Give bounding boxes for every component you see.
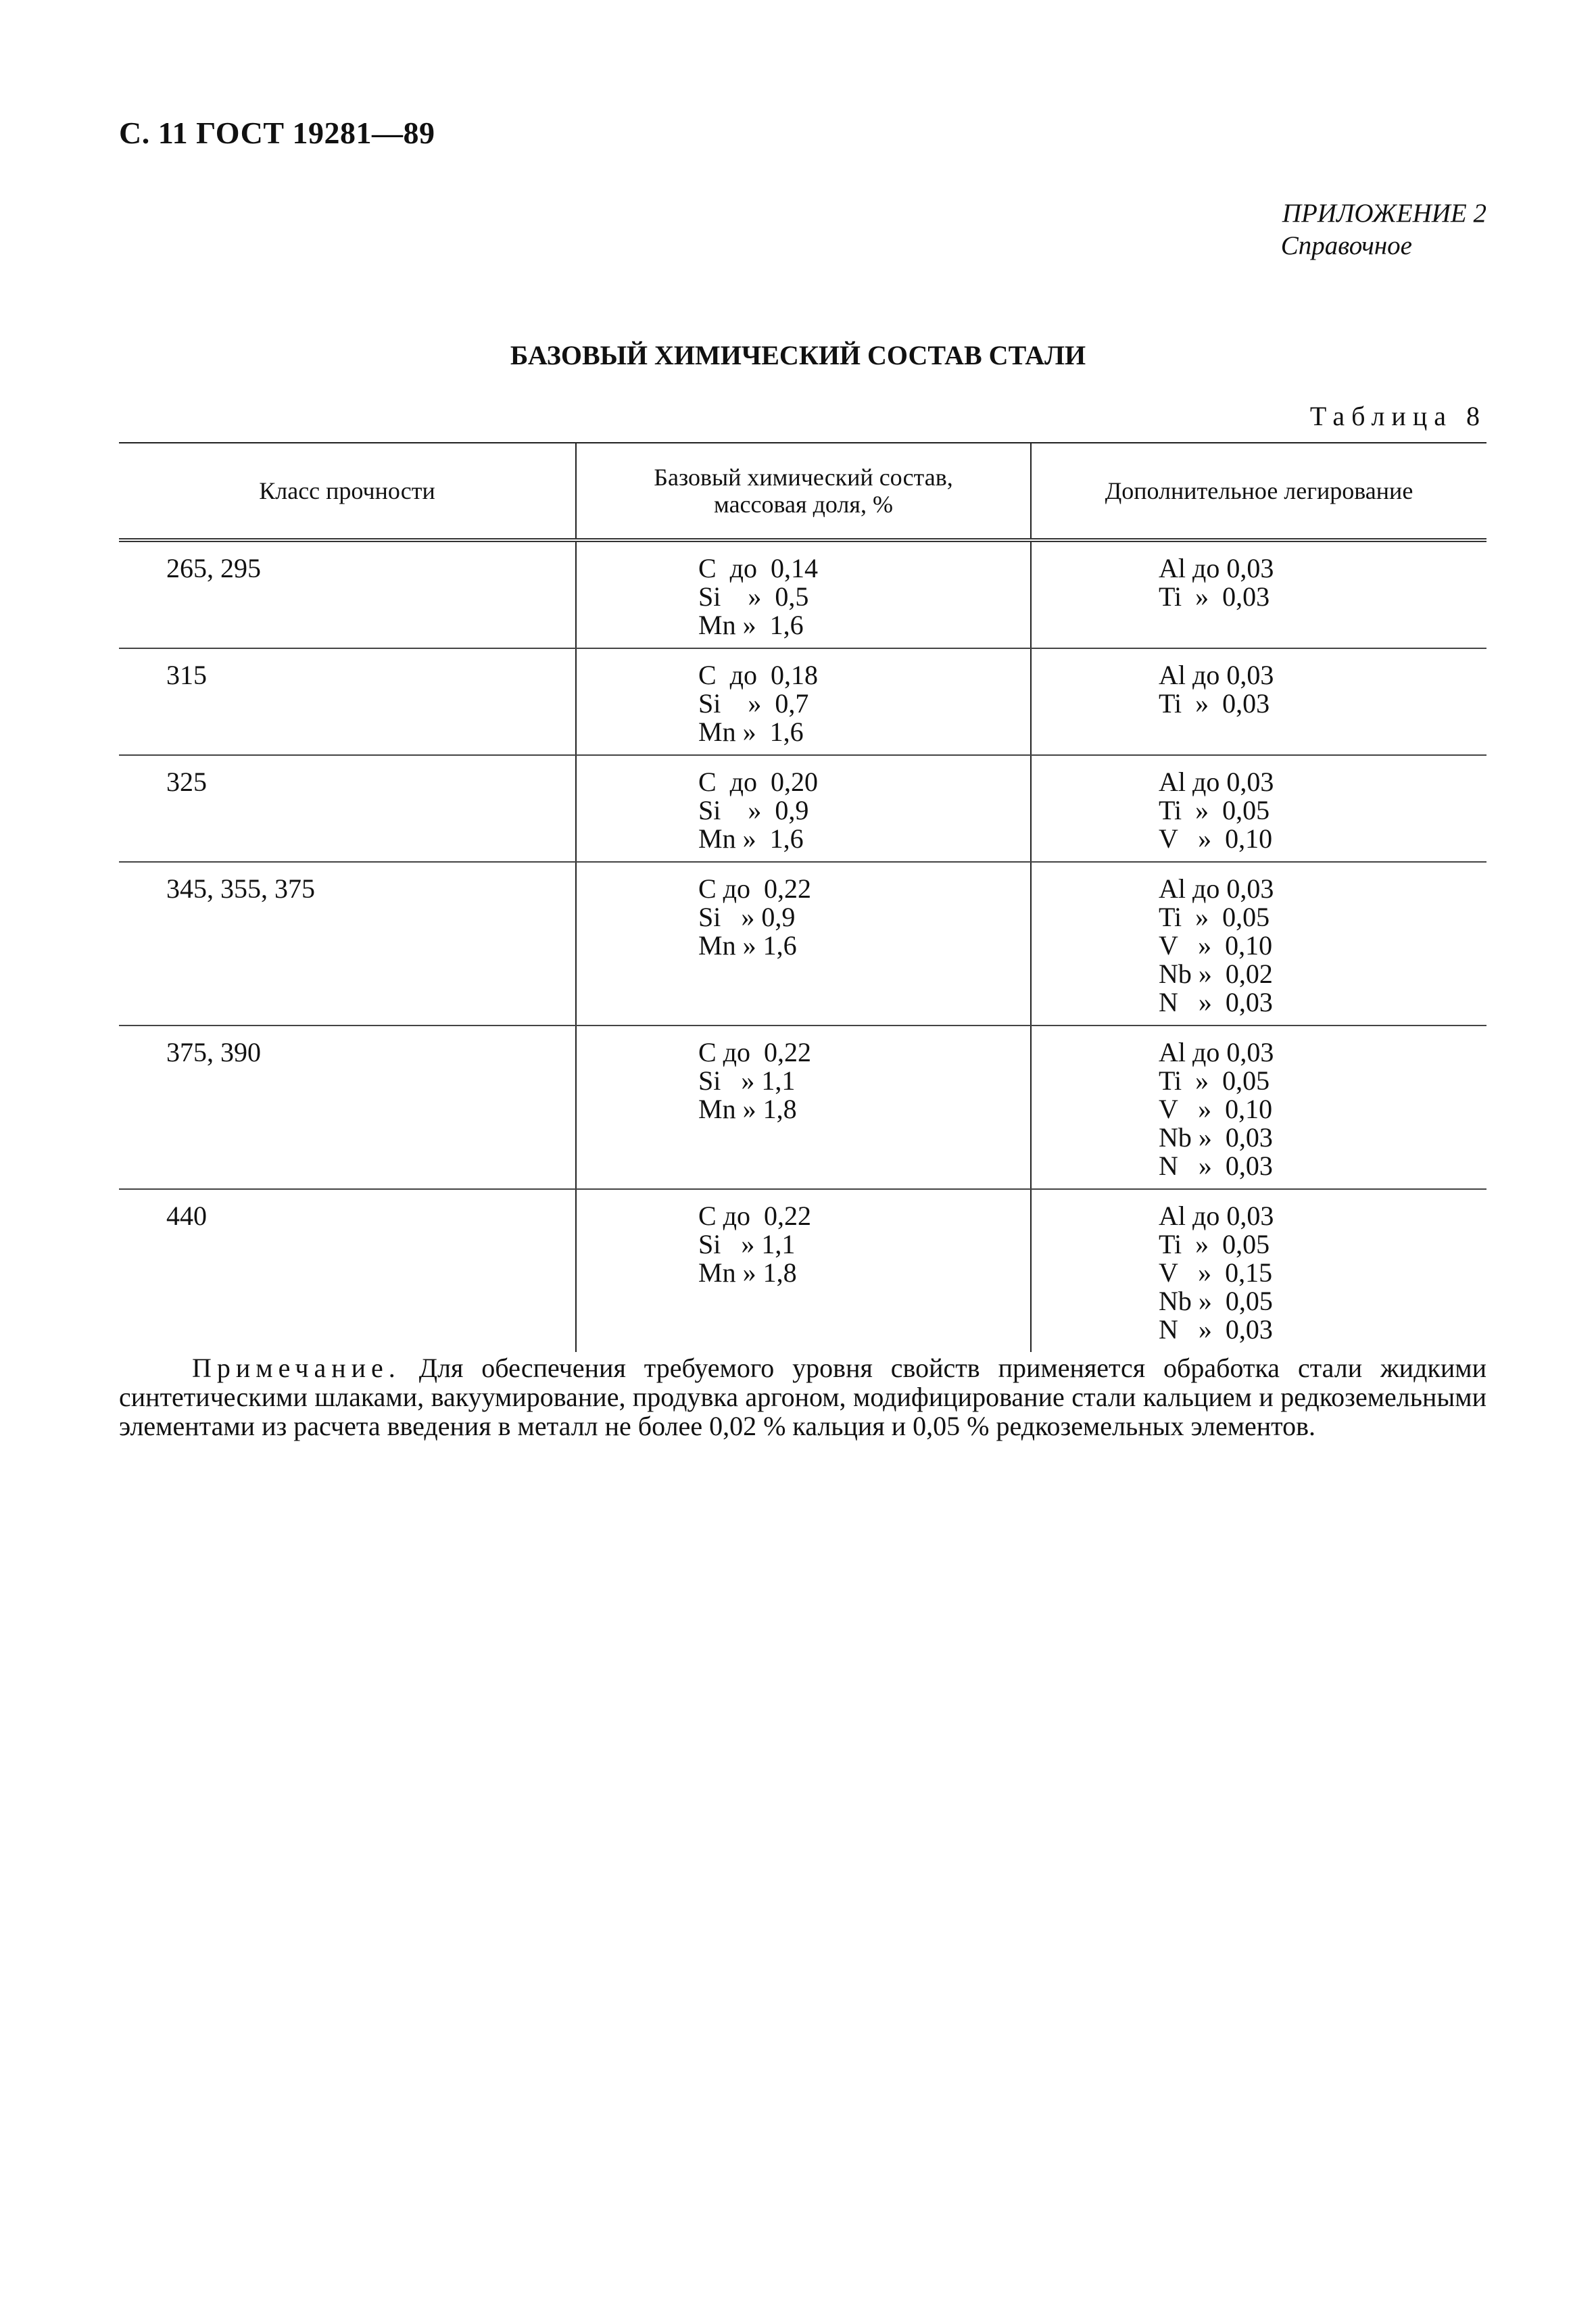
alloy-element-line: Ti » 0,05 [1159,1229,1270,1259]
alloy-element-line: V » 0,10 [1159,823,1273,854]
strength-class-cell: 325 [119,755,576,862]
alloy-element-line: Ti » 0,05 [1159,795,1270,825]
base-element-line: Si » 0,5 [698,581,809,612]
alloy-element-line: V » 0,10 [1159,930,1273,961]
table-note [119,1353,1486,1441]
alloy-element-line: Ti » 0,03 [1159,688,1270,719]
base-element-line: Si » 0,9 [698,902,796,932]
base-element-line: Mn » 1,6 [698,930,797,961]
base-element-line: С до 0,22 [698,1037,812,1067]
alloy-element-line: N » 0,03 [1159,1314,1273,1345]
table-row [119,540,1486,648]
alloy-element-line: Al до 0,03 [1159,1201,1274,1231]
table-label: Таблица 8 [1309,401,1486,431]
base-element-line: Si » 0,9 [698,795,809,825]
note-text: Для обеспечения требуемого уровня свойств применяется обработка стали жидкими синтетическими шлаками, вакуумирование, продувка аргоном, модифицирование стали кальцием и редкоземельными элементами из расчета введения в металл не более 0,02 % кальция и 0,05 % редкоземельных элементов. [119,1353,1487,1441]
alloy-element-line: V » 0,10 [1159,1094,1273,1124]
alloy-element-line: V » 0,15 [1159,1257,1273,1288]
page-header: С. 11 ГОСТ 19281—89 [119,116,435,150]
appendix-block [1282,197,1486,262]
alloy-element-line: Al до 0,03 [1159,767,1274,797]
table-row [119,648,1486,755]
base-composition-cell [576,540,1031,648]
strength-class-cell: 345, 355, 375 [119,862,576,1026]
additional-alloying-cell [1031,862,1486,1026]
document-title: БАЗОВЫЙ ХИМИЧЕСКИЙ СОСТАВ СТАЛИ [510,340,1086,370]
strength-class-cell: 315 [119,648,576,755]
table-body [119,540,1486,1352]
appendix-subtitle: Справочное [1280,231,1412,260]
header-base-composition-label: Базовый химический состав, массовая доля, % [654,464,953,518]
base-element-line: Mn » 1,6 [698,717,804,747]
table-row [119,755,1486,862]
table-row [119,862,1486,1026]
base-composition-cell [576,648,1031,755]
base-element-line: Mn » 1,8 [698,1257,797,1288]
alloy-element-line: Ti » 0,05 [1159,1065,1270,1096]
table-header-row [119,443,1486,540]
alloy-element-line: N » 0,03 [1159,987,1273,1017]
base-element-line: Si » 1,1 [698,1229,796,1259]
base-composition-cell [576,862,1031,1026]
table-row [119,1026,1486,1189]
base-composition-cell [576,1189,1031,1352]
base-element-line: С до 0,18 [698,660,819,690]
base-element-line: Si » 0,7 [698,688,809,719]
alloy-element-line: Ti » 0,03 [1159,581,1270,612]
base-element-line: Mn » 1,8 [698,1094,797,1124]
base-element-line: С до 0,22 [698,1201,812,1231]
alloy-element-line: Al до 0,03 [1159,553,1274,583]
additional-alloying-cell [1031,755,1486,862]
strength-class-cell: 375, 390 [119,1026,576,1189]
appendix-title: ПРИЛОЖЕНИЕ 2 [1282,199,1486,228]
strength-class-cell: 265, 295 [119,540,576,648]
alloy-element-line: Al до 0,03 [1159,1037,1274,1067]
note-label: Примечание. [192,1353,401,1383]
base-element-line: Mn » 1,6 [698,823,804,854]
header-base-composition [576,443,1031,540]
header-strength-class: Класс прочности [119,443,576,540]
base-element-line: С до 0,20 [698,767,819,797]
base-composition-cell [576,755,1031,862]
strength-class-cell: 440 [166,1201,207,1231]
base-element-line: С до 0,14 [698,553,819,583]
base-element-line: С до 0,22 [698,873,812,904]
base-element-line: Mn » 1,6 [698,610,804,640]
base-element-line: Si » 1,1 [698,1065,796,1096]
base-composition-cell [576,1026,1031,1189]
additional-alloying-cell [1031,540,1486,648]
table-row [119,1189,1486,1352]
alloy-element-line: Nb » 0,02 [1159,959,1273,989]
composition-table [119,442,1486,1352]
additional-alloying-cell [1031,1189,1486,1352]
additional-alloying-cell [1031,1026,1486,1189]
alloy-element-line: Nb » 0,05 [1159,1286,1273,1316]
alloy-element-line: Al до 0,03 [1159,873,1274,904]
alloy-element-line: N » 0,03 [1159,1151,1273,1181]
alloy-element-line: Ti » 0,05 [1159,902,1270,932]
alloy-element-line: Nb » 0,03 [1159,1122,1273,1153]
header-additional-alloying: Дополнительное легирование [1031,443,1486,540]
alloy-element-line: Al до 0,03 [1159,660,1274,690]
additional-alloying-cell [1031,648,1486,755]
